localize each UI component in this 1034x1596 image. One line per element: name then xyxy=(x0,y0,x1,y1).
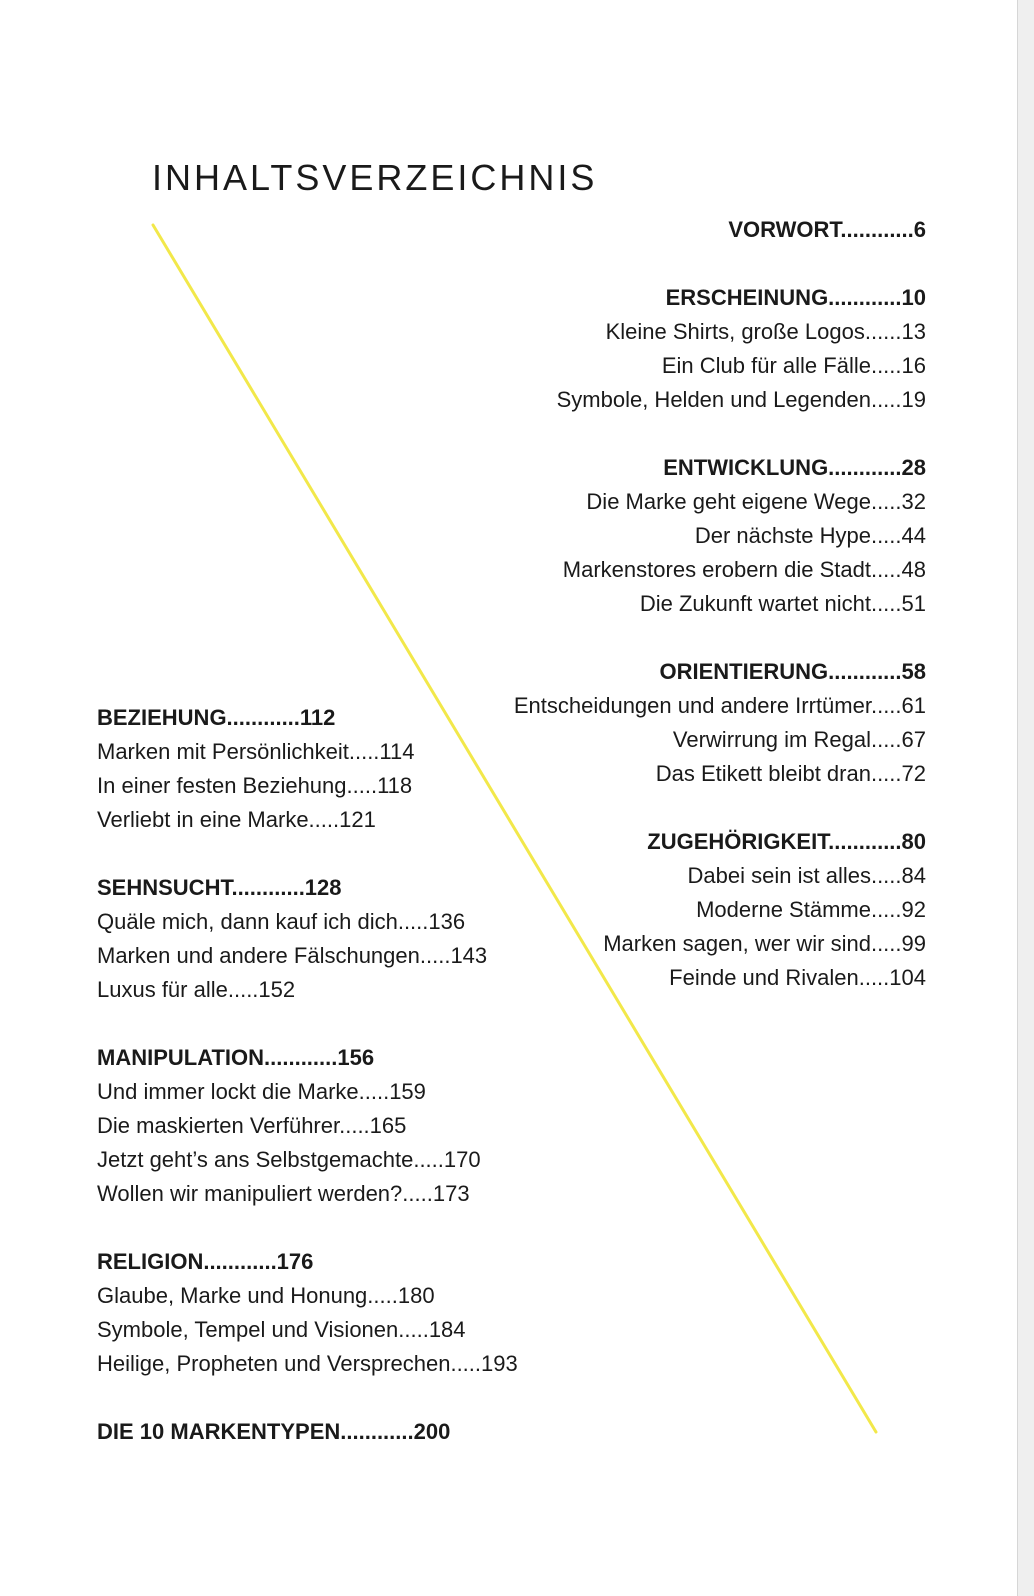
toc-section xyxy=(97,1415,518,1449)
toc-section-title[interactable]: SEHNSUCHT............128 xyxy=(97,875,342,900)
toc-entry[interactable]: Entscheidungen und andere Irrtümer.....61 xyxy=(513,693,926,718)
toc-section xyxy=(97,1041,518,1211)
toc-entry[interactable]: Dabei sein ist alles.....84 xyxy=(687,863,926,888)
toc-entry[interactable]: Symbole, Helden und Legenden.....19 xyxy=(556,387,926,412)
toc-entry[interactable]: Marken mit Persönlichkeit.....114 xyxy=(97,739,415,764)
toc-section xyxy=(514,281,926,417)
toc-entry[interactable]: Die Zukunft wartet nicht.....51 xyxy=(639,591,926,616)
toc-entry[interactable]: Kleine Shirts, große Logos......13 xyxy=(605,319,926,344)
toc-section-title[interactable]: ORIENTIERUNG............58 xyxy=(659,659,926,684)
toc-entry[interactable]: Symbole, Tempel und Visionen.....184 xyxy=(97,1317,466,1342)
toc-section-title[interactable]: MANIPULATION............156 xyxy=(97,1045,375,1070)
toc-section-title[interactable]: ERSCHEINUNG............10 xyxy=(665,285,926,310)
toc-entry[interactable]: Markenstores erobern die Stadt.....48 xyxy=(562,557,926,582)
toc-entry[interactable]: Verwirrung im Regal.....67 xyxy=(672,727,926,752)
toc-section xyxy=(97,1245,518,1381)
toc-section-title[interactable]: RELIGION............176 xyxy=(97,1249,314,1274)
toc-section xyxy=(97,871,518,1007)
toc-right-column xyxy=(514,213,926,1029)
toc-section xyxy=(514,451,926,621)
toc-section-title[interactable]: ZUGEHÖRIGKEIT............80 xyxy=(647,829,926,854)
toc-entry[interactable]: Marken sagen, wer wir sind.....99 xyxy=(603,931,926,956)
toc-section xyxy=(514,213,926,247)
toc-section-title[interactable]: DIE 10 MARKENTYPEN............200 xyxy=(97,1419,451,1444)
toc-entry[interactable]: Marken und andere Fälschungen.....143 xyxy=(97,943,488,968)
toc-entry[interactable]: In einer festen Beziehung.....118 xyxy=(97,773,413,798)
page-title: INHALTSVERZEICHNIS xyxy=(152,157,598,198)
toc-section xyxy=(514,825,926,995)
toc-section-title[interactable]: ENTWICKLUNG............28 xyxy=(663,455,926,480)
toc-entry[interactable]: Glaube, Marke und Honung.....180 xyxy=(97,1283,435,1308)
toc-section-title[interactable]: BEZIEHUNG............112 xyxy=(97,705,336,730)
toc-left-column xyxy=(97,701,518,1483)
toc-section-title[interactable]: VORWORT............6 xyxy=(728,217,926,242)
toc-entry[interactable]: Der nächste Hype.....44 xyxy=(694,523,926,548)
toc-entry[interactable]: Jetzt geht’s ans Selbstgemachte.....170 xyxy=(97,1147,481,1172)
toc-entry[interactable]: Luxus für alle.....152 xyxy=(97,977,296,1002)
toc-entry[interactable]: Ein Club für alle Fälle.....16 xyxy=(661,353,926,378)
toc-entry[interactable]: Quäle mich, dann kauf ich dich.....136 xyxy=(97,909,466,934)
toc-section xyxy=(514,655,926,791)
toc-entry[interactable]: Moderne Stämme.....92 xyxy=(696,897,926,922)
toc-entry[interactable]: Und immer lockt die Marke.....159 xyxy=(97,1079,426,1104)
toc-entry[interactable]: Heilige, Propheten und Versprechen.....193 xyxy=(97,1351,518,1376)
toc-entry[interactable]: Verliebt in eine Marke.....121 xyxy=(97,807,376,832)
toc-section xyxy=(97,701,518,837)
toc-entry[interactable]: Wollen wir manipuliert werden?.....173 xyxy=(97,1181,470,1206)
toc-entry[interactable]: Feinde und Rivalen.....104 xyxy=(669,965,926,990)
toc-entry[interactable]: Das Etikett bleibt dran.....72 xyxy=(655,761,926,786)
toc-entry[interactable]: Die maskierten Verführer.....165 xyxy=(97,1113,407,1138)
toc-entry[interactable]: Die Marke geht eigene Wege.....32 xyxy=(586,489,926,514)
